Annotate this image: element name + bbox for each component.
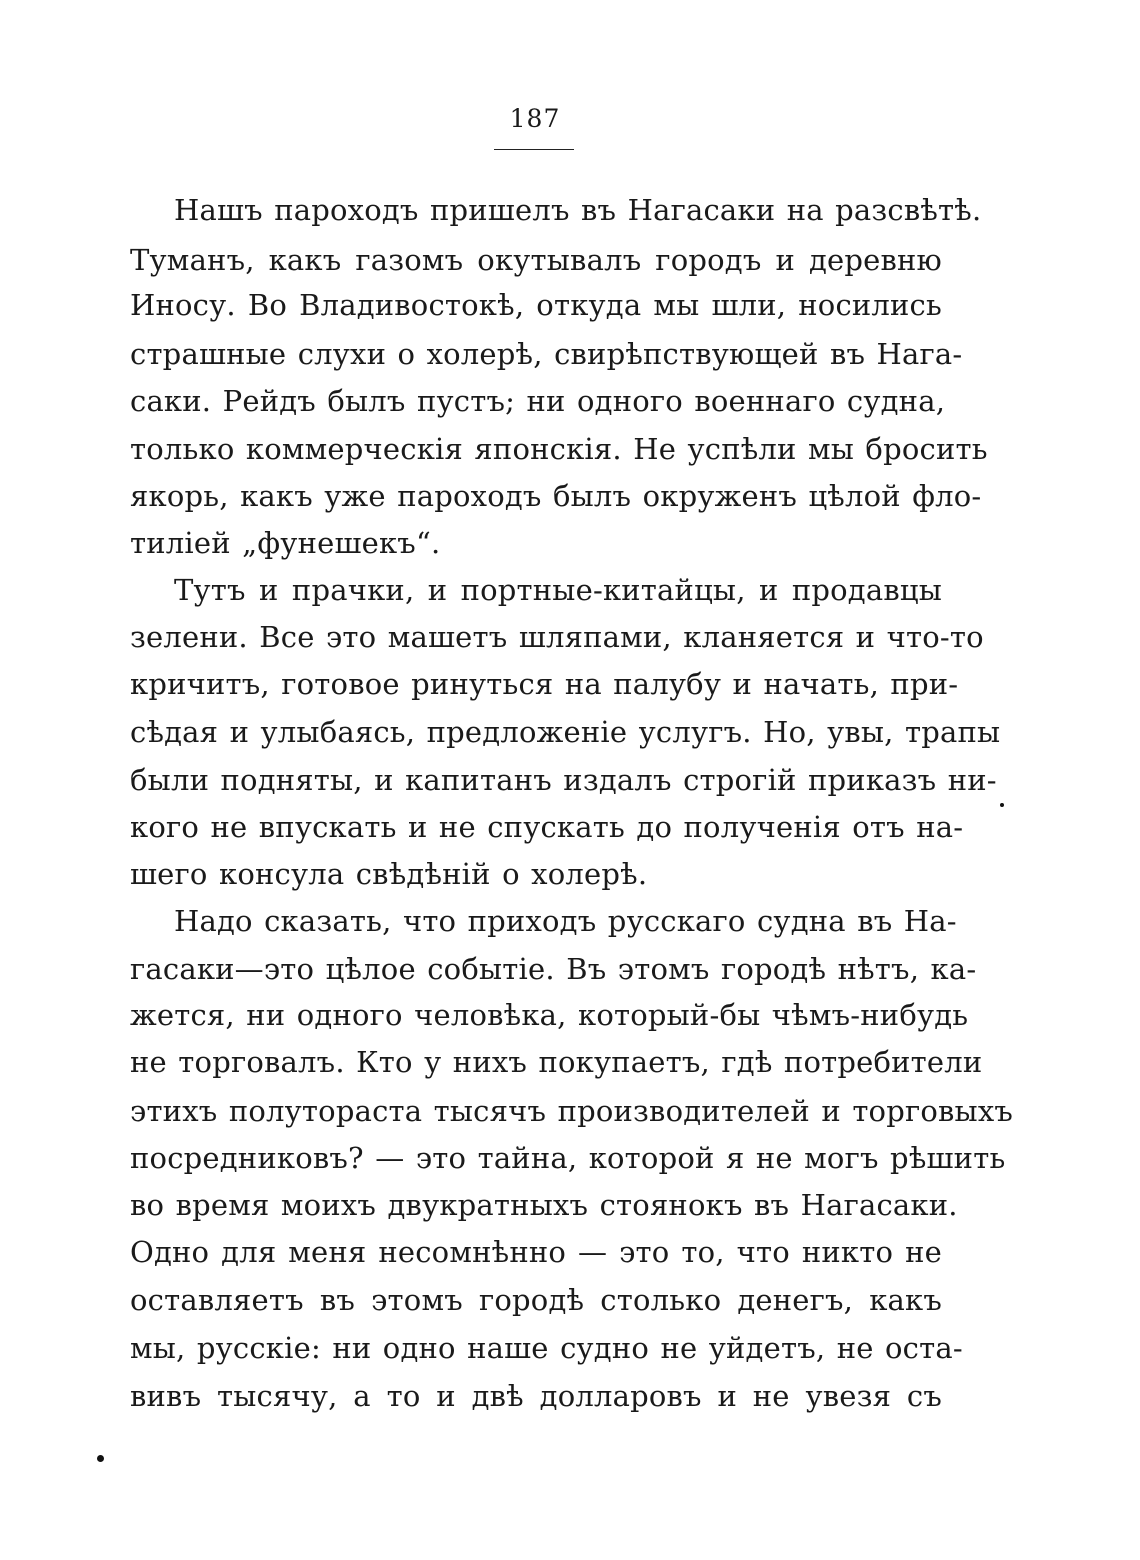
page-number: 187 [509,104,561,133]
text-line: Туманъ, какъ газомъ окутывалъ городъ и деревню [130,243,942,277]
text-line: жется, ни одного человѣка, который-бы чѣмъ-нибудь [130,998,969,1032]
text-line: не торговалъ. Кто у нихъ покупаетъ, гдѣ потребители [130,1045,983,1079]
text-line: Одно для меня несомнѣнно — это то, что никто не [130,1235,942,1269]
text-line: зелени. Все это машетъ шляпами, кланяется и что-то [130,620,984,654]
text-line: кричитъ, готовое ринуться на палубу и начать, при- [130,667,959,701]
text-line: оставляетъ въ этомъ городѣ столько денегъ, какъ [130,1283,942,1317]
text-line: тиліей „фунешекъ“. [130,526,441,560]
text-line: саки. Рейдъ былъ пустъ; ни одного военнаго судна, [130,384,946,418]
text-line: были подняты, и капитанъ издалъ строгій приказъ ни- [130,763,997,797]
text-line: мы, русскіе: ни одно наше судно не уйдетъ, не оста- [130,1331,963,1365]
text-line: шего консула свѣдѣній о холерѣ. [130,857,648,891]
text-line: во время моихъ двукратныхъ стоянокъ въ Нагасаки. [130,1188,958,1222]
scan-speck [1000,803,1004,807]
text-line: Надо сказать, что приходъ русскаго судна въ На- [174,904,957,938]
text-line: этихъ полутораста тысячъ производителей и торговыхъ [130,1094,1014,1128]
text-line: кого не впускать и не спускать до полученія отъ на- [130,810,964,844]
text-line: вивъ тысячу, а то и двѣ долларовъ и не увезя съ [130,1379,942,1413]
text-line: гасаки—это цѣлое событіе. Въ этомъ городѣ нѣтъ, ка- [130,952,977,986]
text-line: посредниковъ? — это тайна, которой я не могъ рѣшить [130,1141,1006,1175]
text-line: сѣдая и улыбаясь, предложеніе услугъ. Но, увы, трапы [130,715,1001,749]
text-line: Нашъ пароходъ пришелъ въ Нагасаки на разсвѣтѣ. [174,193,982,227]
text-line: Тутъ и прачки, и портные-китайцы, и продавцы [174,573,942,607]
text-line: якорь, какъ уже пароходъ былъ окруженъ цѣлой фло- [130,479,982,513]
scan-speck [97,1455,104,1462]
text-line: страшные слухи о холерѣ, свирѣпствующей въ Нага- [130,337,963,371]
header-rule [494,149,574,150]
text-line: Иносу. Во Владивостокѣ, откуда мы шли, носились [130,288,942,322]
text-line: только коммерческія японскія. Не успѣли мы бросить [130,432,988,466]
